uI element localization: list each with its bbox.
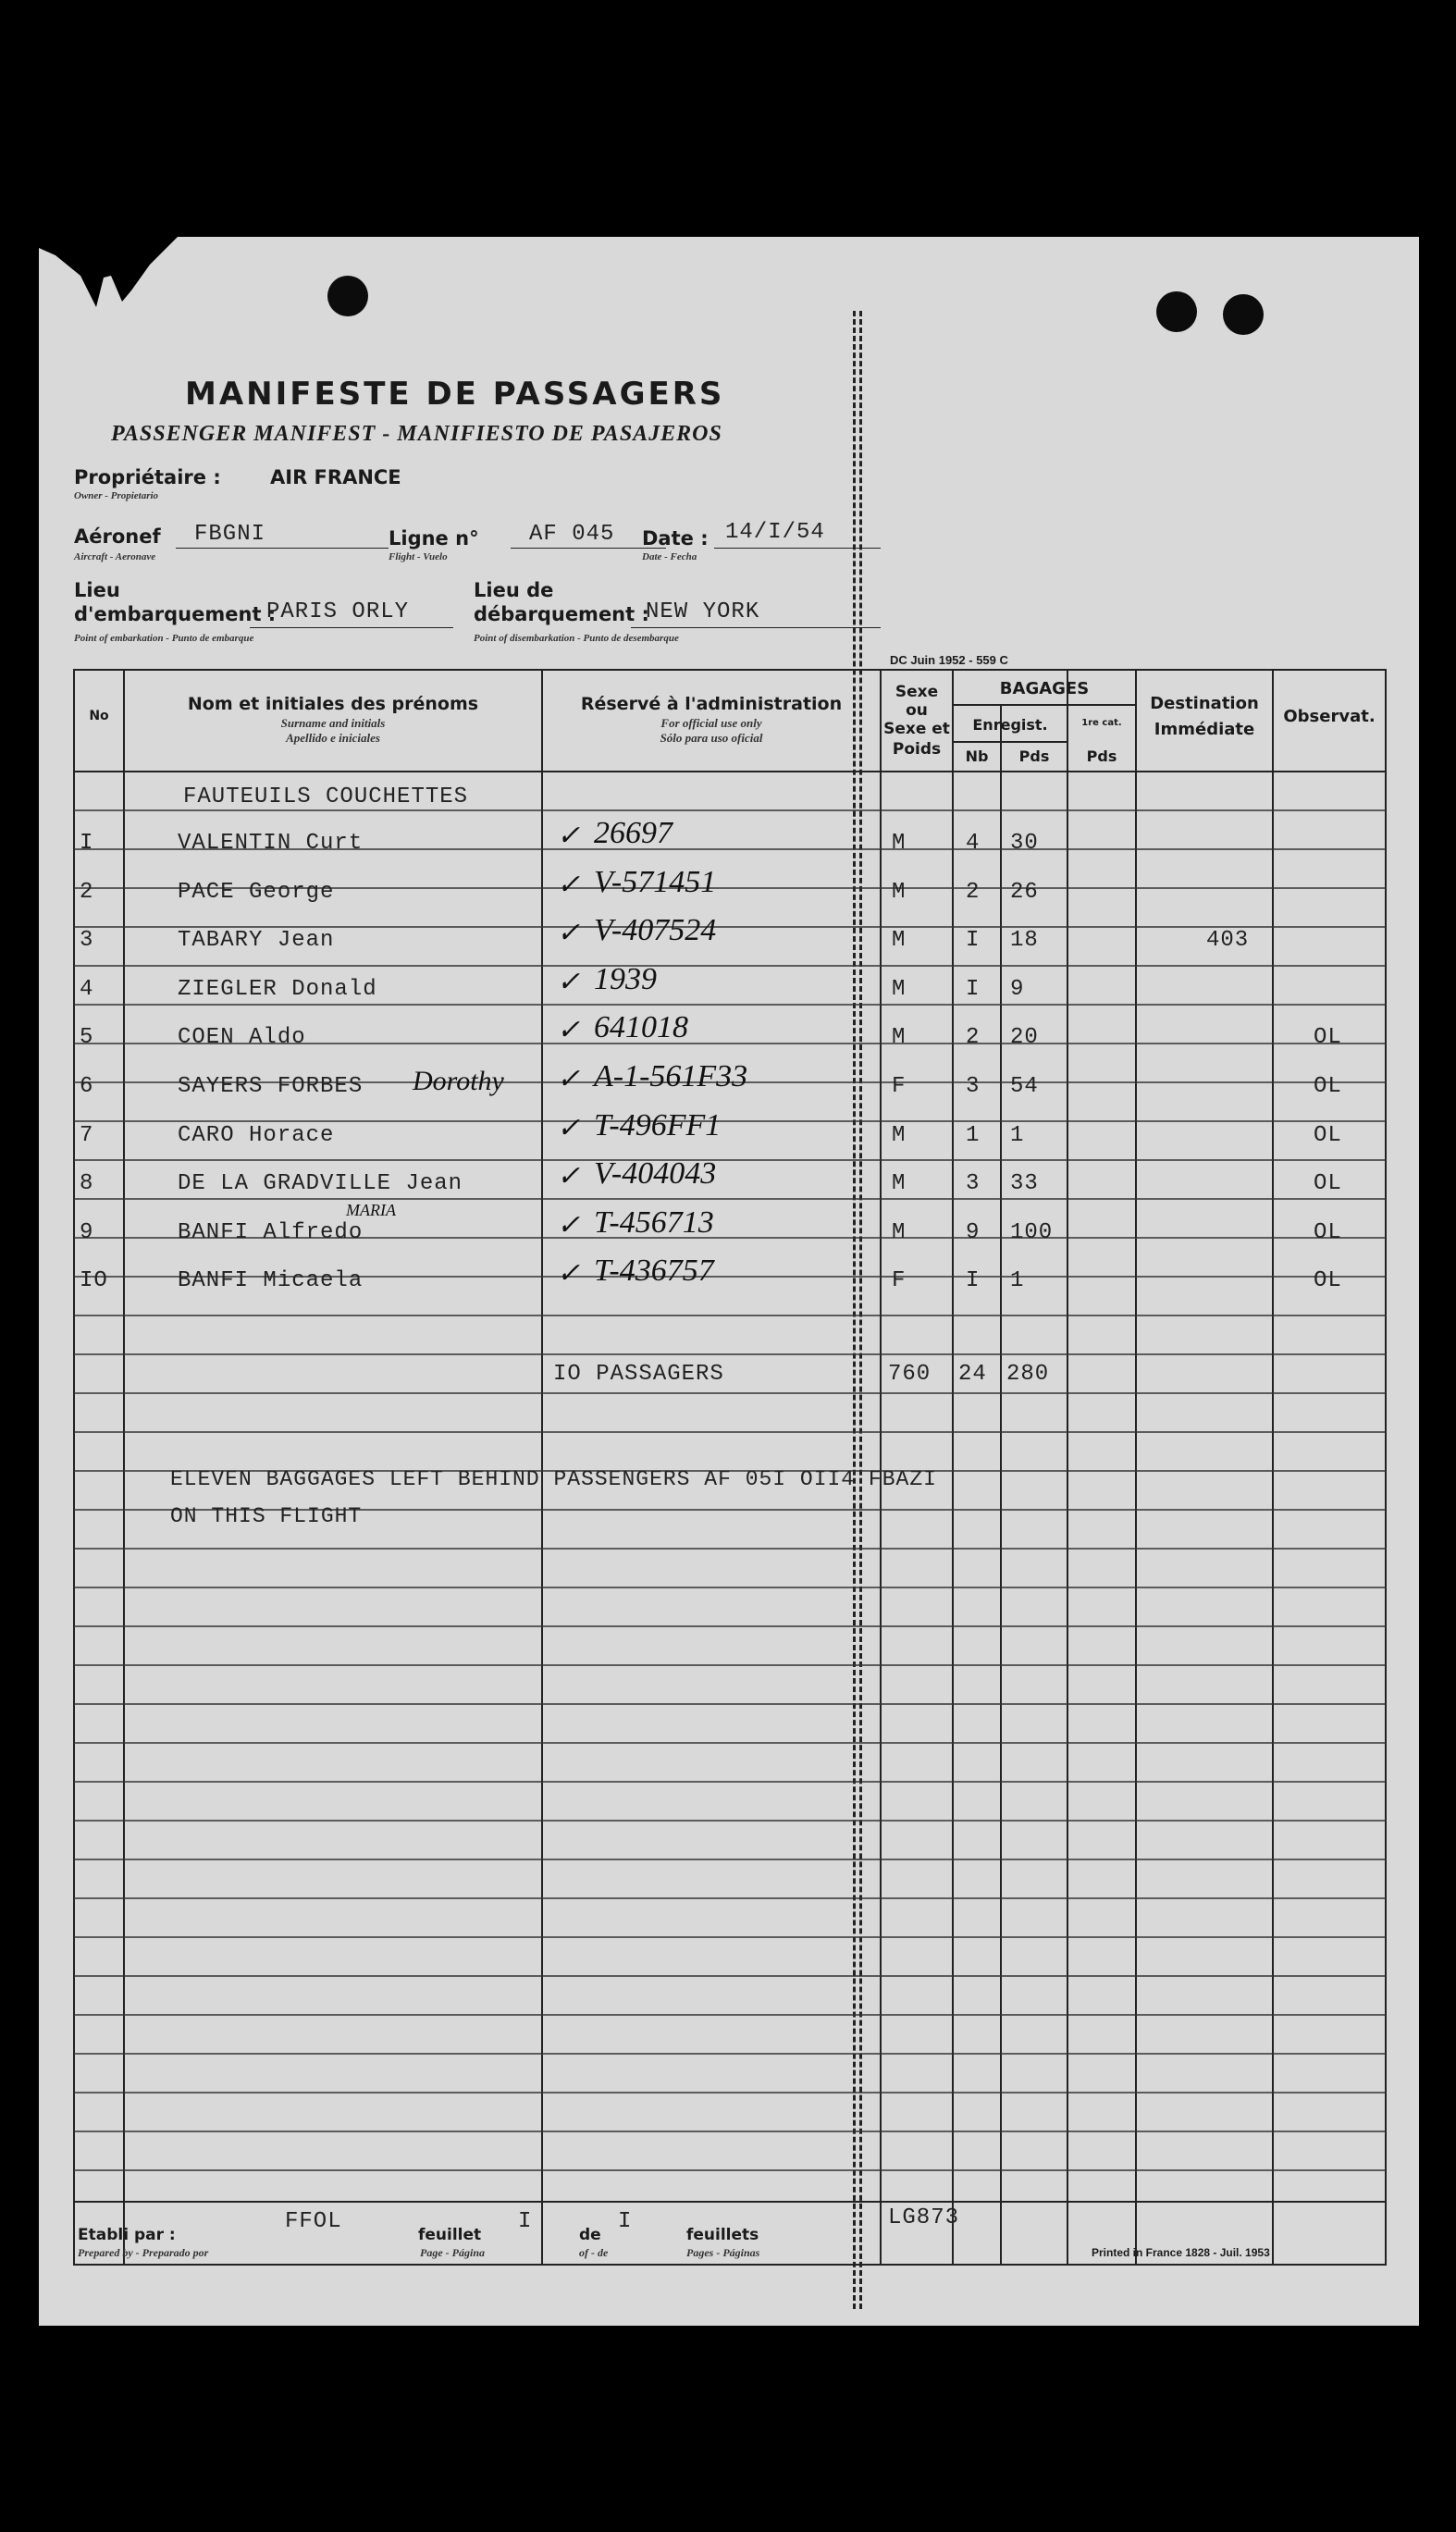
totals-weight: 760 — [888, 1362, 932, 1387]
totals-label: IO PASSAGERS — [553, 1362, 724, 1387]
embark-sub: Point of embarkation - Punto de embarque — [74, 633, 254, 644]
passenger-bag-count: 2 — [966, 1025, 981, 1051]
passenger-bag-count: 3 — [966, 1074, 981, 1099]
passenger-observation: OL — [1314, 1268, 1342, 1294]
passenger-name: COEN Aldo — [178, 1025, 306, 1051]
passenger-bag-count: 2 — [966, 879, 981, 905]
of-sub: of - de — [579, 2246, 609, 2259]
aircraft-value: FBGNI — [194, 522, 266, 547]
passenger-observation: OL — [1314, 1122, 1342, 1148]
aircraft-label: Aéronef — [74, 525, 161, 548]
passenger-sex: M — [892, 928, 907, 954]
col-sex-3: Sexe et — [883, 720, 950, 738]
sheets-label: feuillets — [686, 2226, 759, 2244]
section-label: FAUTEUILS COUCHETTES — [183, 784, 469, 809]
passenger-no: 5 — [80, 1025, 94, 1051]
sheets-sub: Pages - Páginas — [686, 2246, 760, 2259]
col-pds-header: Pds — [1018, 747, 1050, 765]
annotation-dorothy: Dorothy — [413, 1066, 504, 1096]
sheet-label: feuillet — [418, 2226, 482, 2244]
passenger-bag-count: 3 — [966, 1171, 981, 1197]
annotation-maria: MARIA — [346, 1201, 396, 1219]
flight-sub: Flight - Vuelo — [389, 551, 448, 562]
passenger-bag-weight: 26 — [1010, 879, 1039, 905]
flight-value: AF 045 — [529, 522, 615, 547]
passenger-name: BANFI Micaela — [178, 1268, 364, 1294]
of-value: I — [618, 2209, 633, 2234]
passenger-bag-weight: 20 — [1010, 1025, 1039, 1051]
col-sex-1: Sexe — [895, 683, 939, 701]
passenger-admin-number: 1939 — [594, 961, 657, 996]
passenger-no: 6 — [80, 1074, 94, 1099]
col-name-sub2: Apellido e iniciales — [286, 731, 380, 745]
passenger-name: PACE George — [178, 879, 335, 905]
col-name-sub1: Surname and initials — [280, 716, 386, 730]
passenger-name: ZIEGLER Donald — [178, 976, 377, 1002]
disembark-value: NEW YORK — [646, 599, 760, 624]
check-mark: ✓ — [557, 1064, 581, 1094]
passenger-no: 9 — [80, 1219, 94, 1245]
passenger-bag-weight: 1 — [1010, 1122, 1025, 1148]
passenger-bag-weight: 1 — [1010, 1268, 1025, 1294]
col-pds2-header: Pds — [1086, 747, 1117, 765]
check-mark: ✓ — [557, 1209, 581, 1241]
passenger-sex: M — [892, 831, 907, 856]
passenger-no: 2 — [80, 879, 94, 905]
passenger-sex: M — [892, 879, 907, 905]
passenger-admin-number: 641018 — [594, 1010, 688, 1045]
col-enregist-header: Enregist. — [972, 716, 1048, 734]
owner-sub: Owner - Propietario — [74, 490, 159, 501]
of-label: de — [579, 2226, 601, 2244]
col-admin-sub1: For official use only — [660, 716, 762, 730]
embark-label-1: Lieu — [74, 579, 120, 601]
passenger-no: 7 — [80, 1122, 94, 1148]
date-sub: Date - Fecha — [642, 551, 697, 562]
passenger-bag-count: I — [966, 1268, 981, 1294]
col-admin-sub2: Sólo para uso oficial — [660, 731, 763, 745]
passenger-observation: OL — [1314, 1171, 1342, 1197]
passenger-sex: M — [892, 1122, 907, 1148]
passenger-destination: 403 — [1206, 928, 1250, 954]
passenger-sex: M — [892, 976, 907, 1002]
passenger-observation: OL — [1314, 1074, 1342, 1099]
col-bagages-header: BAGAGES — [999, 679, 1090, 698]
check-mark: ✓ — [557, 821, 581, 851]
check-mark: ✓ — [557, 918, 581, 949]
passenger-name: BANFI Alfredo — [178, 1219, 364, 1245]
check-mark: ✓ — [557, 1258, 581, 1290]
passenger-name: SAYERS FORBES — [178, 1074, 364, 1099]
passenger-bag-count: 4 — [966, 831, 981, 856]
date-value: 14/I/54 — [725, 520, 825, 545]
check-mark: ✓ — [557, 869, 581, 900]
passenger-admin-number: T-436757 — [594, 1254, 714, 1289]
totals-nb: 24 — [958, 1362, 987, 1387]
passenger-bag-count: I — [966, 976, 981, 1002]
check-mark: ✓ — [557, 1161, 581, 1192]
page-title: MANIFESTE DE PASSAGERS — [185, 376, 725, 413]
passenger-observation: OL — [1314, 1219, 1342, 1245]
passenger-sex: M — [892, 1025, 907, 1051]
manifest-page — [39, 237, 1419, 2326]
embark-label-2: d'embarquement : — [74, 603, 277, 625]
passenger-admin-number: T-496FF1 — [594, 1107, 722, 1142]
passenger-no: IO — [80, 1268, 108, 1294]
passenger-admin-number: 26697 — [594, 816, 672, 850]
totals-pds: 280 — [1006, 1362, 1050, 1387]
passenger-bag-count: I — [966, 928, 981, 954]
passenger-admin-number: A-1-561F33 — [594, 1059, 748, 1093]
passenger-sex: M — [892, 1171, 907, 1197]
passenger-no: 4 — [80, 976, 94, 1002]
form-number: LG873 — [888, 2205, 960, 2230]
passenger-name: DE LA GRADVILLE Jean — [178, 1171, 463, 1197]
passenger-bag-count: 9 — [966, 1219, 981, 1245]
aircraft-sub: Aircraft - Aeronave — [74, 551, 156, 562]
passenger-bag-weight: 18 — [1010, 928, 1039, 954]
established-label: Etabli par : — [78, 2226, 176, 2244]
col-observ-header: Observat. — [1283, 707, 1376, 726]
passenger-name: CARO Horace — [178, 1122, 335, 1148]
passenger-bag-weight: 33 — [1010, 1171, 1039, 1197]
passenger-bag-weight: 30 — [1010, 831, 1039, 856]
passenger-admin-number: V-571451 — [594, 864, 717, 899]
passenger-sex: F — [892, 1268, 907, 1294]
form-code: DC Juin 1952 - 559 C — [890, 653, 1008, 667]
col-destination-1: Destination — [1150, 694, 1259, 713]
passenger-bag-weight: 54 — [1010, 1074, 1039, 1099]
col-sex-4: Poids — [892, 740, 942, 759]
passenger-bag-weight: 100 — [1010, 1219, 1054, 1245]
col-admin-header: Réservé à l'administration — [580, 694, 843, 714]
passenger-no: 3 — [80, 928, 94, 954]
passenger-no: I — [80, 831, 94, 856]
col-sex-2: ou — [906, 701, 928, 720]
check-mark: ✓ — [557, 1112, 581, 1143]
passenger-admin-number: V-404043 — [594, 1156, 717, 1192]
passenger-no: 8 — [80, 1171, 94, 1197]
col-cabin-header: 1re cat. — [1081, 718, 1122, 728]
passenger-admin-number: V-407524 — [594, 913, 717, 948]
sheet-sub: Page - Página — [420, 2246, 485, 2259]
owner-label: Propriétaire : — [74, 466, 221, 488]
established-value: FFOL — [285, 2209, 342, 2234]
date-label: Date : — [642, 527, 709, 550]
disembark-sub: Point of disembarkation - Punto de desembarque — [474, 633, 679, 644]
passenger-name: VALENTIN Curt — [178, 831, 364, 856]
established-sub: Prepared by - Preparado por — [78, 2246, 209, 2259]
embark-value: PARIS ORLY — [266, 599, 410, 624]
page-subtitle: PASSENGER MANIFEST - MANIFIESTO DE PASAJEROS — [111, 422, 722, 446]
col-nb-header: Nb — [965, 747, 989, 765]
passenger-bag-weight: 9 — [1010, 976, 1025, 1002]
passenger-sex: M — [892, 1219, 907, 1245]
check-mark: ✓ — [557, 1015, 581, 1046]
col-destination-2: Immédiate — [1154, 720, 1255, 739]
note-line-1: ELEVEN BAGGAGES LEFT BEHIND PASSENGERS AF 05I OII4 FBAZI — [170, 1467, 937, 1491]
flight-label: Ligne n° — [389, 527, 479, 550]
col-no-header: No — [89, 709, 109, 723]
passenger-bag-count: 1 — [966, 1122, 981, 1148]
sheet-value: I — [518, 2209, 533, 2234]
owner-value: AIR FRANCE — [270, 466, 401, 488]
check-mark: ✓ — [557, 966, 581, 997]
passenger-admin-number: T-456713 — [594, 1204, 714, 1240]
printed-note: Printed in France 1828 - Juil. 1953 — [1092, 2246, 1270, 2259]
disembark-label-1: Lieu de — [474, 579, 554, 601]
passenger-observation: OL — [1314, 1025, 1342, 1051]
passenger-sex: F — [892, 1074, 907, 1099]
note-line-2: ON THIS FLIGHT — [170, 1504, 363, 1528]
col-name-header: Nom et initiales des prénoms — [187, 694, 479, 714]
passenger-name: TABARY Jean — [178, 928, 335, 954]
disembark-label-2: débarquement : — [474, 603, 649, 625]
